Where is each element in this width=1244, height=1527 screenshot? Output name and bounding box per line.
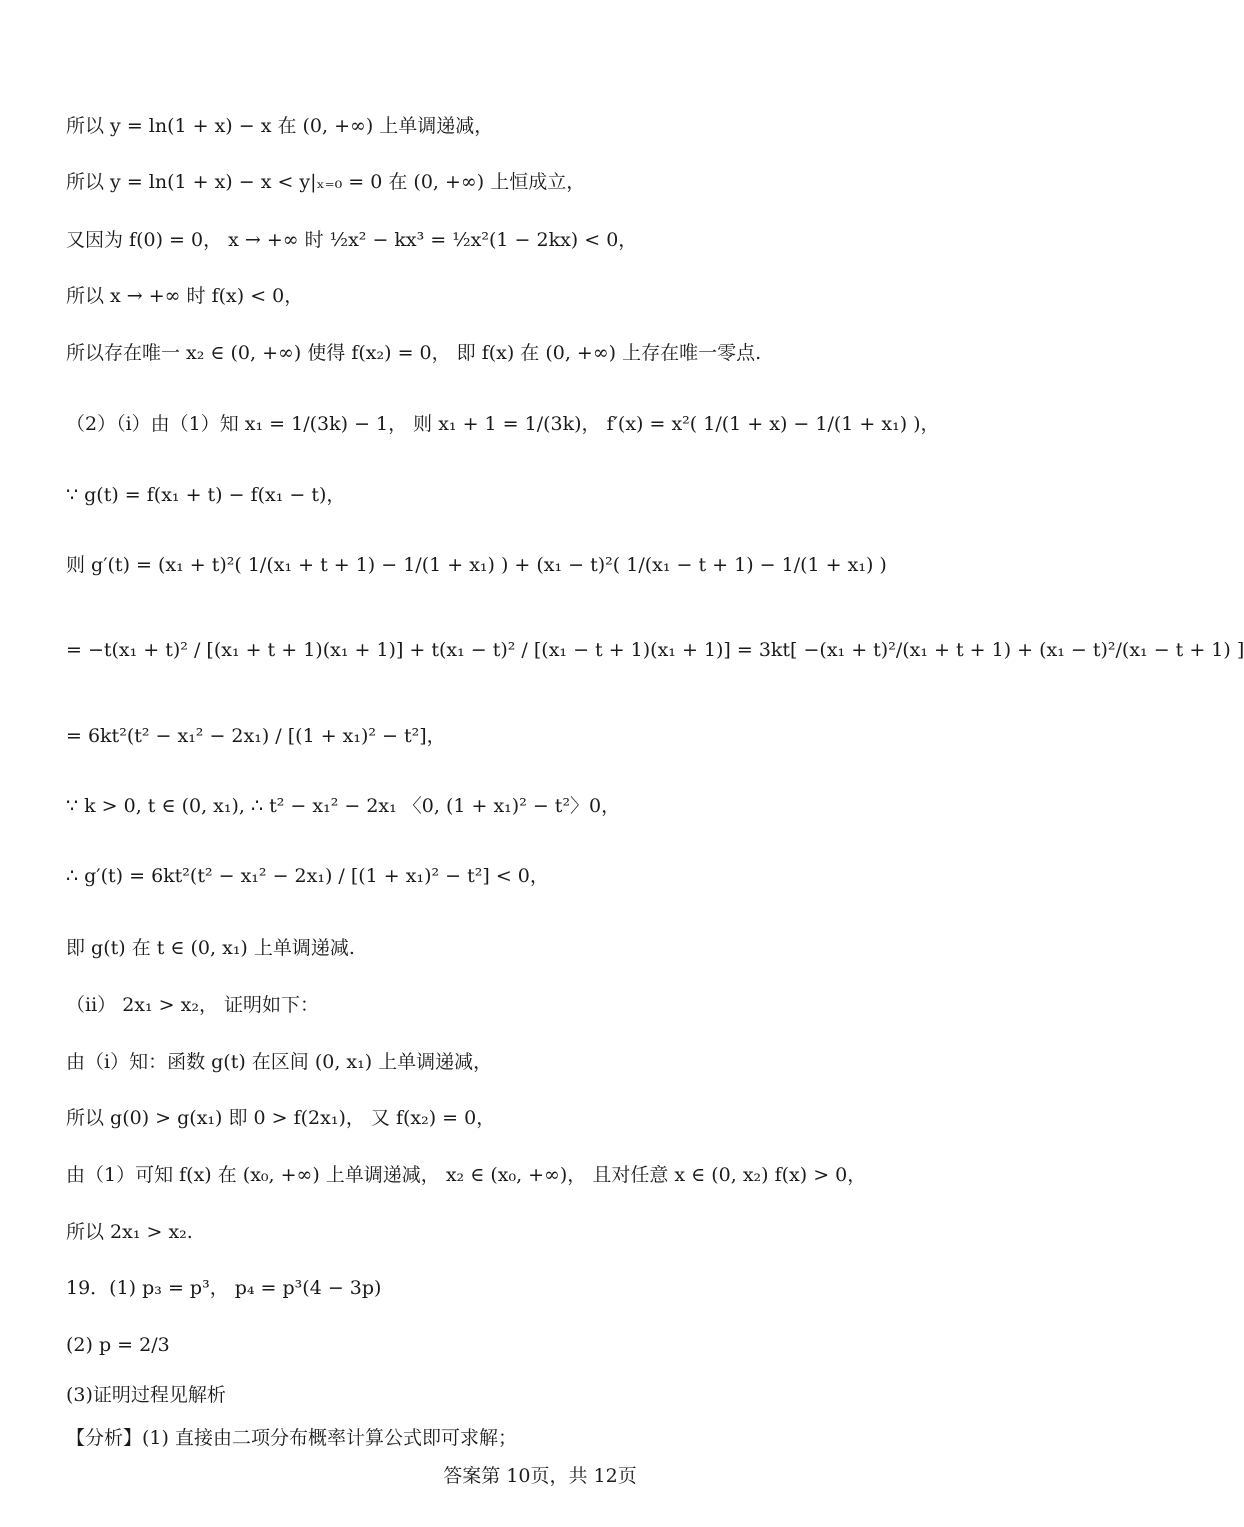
text-line: 所以 y = ln(1 + x) − x 在 (0, +∞) 上单调递减，	[66, 115, 494, 137]
text-line: （2）（i）由（1）知 x₁ = 1/(3k) − 1， 则 x₁ + 1 = 1/(3k)， f′(x) = x²( 1/(1 + x) − 1/(1 + x₁) )，	[66, 413, 940, 435]
text-line: 即 g(t) 在 t ∈ (0, x₁) 上单调递减.	[66, 937, 355, 959]
text-line: ∵ k > 0, t ∈ (0, x₁), ∴ t² − x₁² − 2x₁ 〈0, (1 + x₁)² − t²〉0，	[66, 795, 621, 817]
text-line: = −t(x₁ + t)² / [(x₁ + t + 1)(x₁ + 1)] + t(x₁ − t)² / [(x₁ − t + 1)(x₁ + 1)] = 3kt[ −(x₁ + t)²/(x₁ + t + 1) + (x₁ − t)²/(x₁ − t + 1) ]	[66, 639, 1244, 661]
text-line: 由（i）知：函数 g(t) 在区间 (0, x₁) 上单调递减，	[66, 1051, 493, 1073]
text-line: 所以存在唯一 x₂ ∈ (0, +∞) 使得 f(x₂) = 0， 即 f(x) 在 (0, +∞) 上存在唯一零点.	[66, 342, 762, 364]
text-line: ∵ g(t) = f(x₁ + t) − f(x₁ − t)，	[66, 484, 346, 506]
text-line: （ii） 2x₁ > x₂， 证明如下：	[66, 994, 319, 1016]
text-line: 又因为 f(0) = 0， x → +∞ 时 ½x² − kx³ = ½x²(1 − 2kx) < 0，	[66, 229, 638, 251]
page-footer: 答案第 10页，共 12页	[443, 1465, 637, 1487]
text-line: (2) p = 2/3	[66, 1334, 170, 1356]
text-line: 【分析】(1) 直接由二项分布概率计算公式即可求解；	[66, 1427, 517, 1449]
text-line: = 6kt²(t² − x₁² − 2x₁) / [(1 + x₁)² − t²]，	[66, 725, 446, 747]
text-line: 则 g′(t) = (x₁ + t)²( 1/(x₁ + t + 1) − 1/(1 + x₁) ) + (x₁ − t)²( 1/(x₁ − t + 1) − 1/(1 + x₁) )	[66, 554, 887, 576]
text-line: 所以 g(0) > g(x₁) 即 0 > f(2x₁)， 又 f(x₂) = 0，	[66, 1107, 496, 1129]
text-line: 所以 y = ln(1 + x) − x < y|ₓ₌₀ = 0 在 (0, +∞) 上恒成立，	[66, 171, 586, 193]
text-line: 19．(1) p₃ = p³， p₄ = p³(4 − 3p)	[66, 1277, 382, 1299]
text-line: ∴ g′(t) = 6kt²(t² − x₁² − 2x₁) / [(1 + x₁)² − t²] < 0，	[66, 865, 549, 887]
text-line: 由（1）可知 f(x) 在 (x₀, +∞) 上单调递减， x₂ ∈ (x₀, +∞)， 且对任意 x ∈ (0, x₂) f(x) > 0，	[66, 1164, 867, 1186]
text-line: (3)证明过程见解析	[66, 1384, 226, 1406]
text-line: 所以 2x₁ > x₂.	[66, 1221, 193, 1243]
text-line: 所以 x → +∞ 时 f(x) < 0，	[66, 285, 304, 307]
